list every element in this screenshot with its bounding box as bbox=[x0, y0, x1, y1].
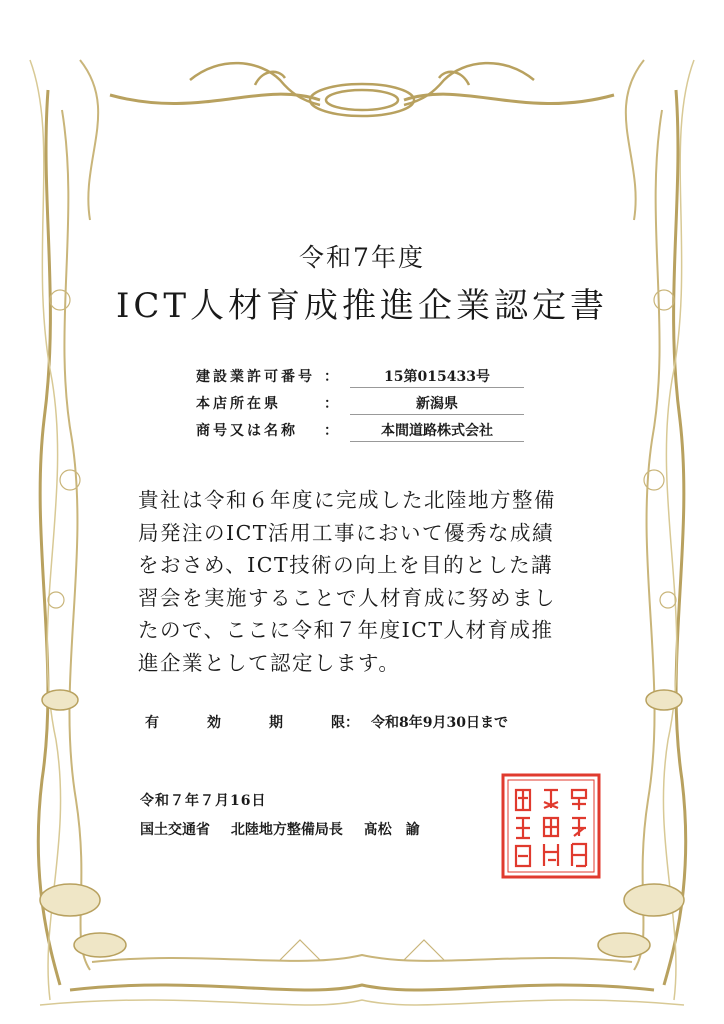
issuer bbox=[140, 819, 436, 839]
info-row-license bbox=[196, 362, 526, 388]
official-seal bbox=[500, 772, 602, 880]
validity-label-char: 効 bbox=[207, 715, 221, 731]
issuer-office: 北陸地方整備局長 bbox=[230, 822, 343, 838]
info-row-company bbox=[196, 416, 526, 442]
info-colon: ： bbox=[324, 369, 338, 385]
underline bbox=[350, 387, 524, 388]
validity-label-char: 有 bbox=[145, 715, 159, 731]
license-number-value: 15第015433号 bbox=[384, 369, 490, 385]
validity-label bbox=[145, 712, 345, 732]
info-colon: ： bbox=[324, 423, 338, 439]
body-line: 局発注のICT活用工事において優秀な成績 bbox=[138, 520, 554, 545]
info-colon: ： bbox=[324, 396, 338, 412]
issuer-name: 髙松 諭 bbox=[363, 822, 420, 838]
body-line: 進企業として認定します。 bbox=[138, 650, 401, 675]
certificate-title: ICT人材育成推進企業認定書 bbox=[115, 286, 609, 326]
body-line: 習会を実施することで人材育成に努めまし bbox=[138, 585, 556, 610]
info-row-prefecture bbox=[196, 389, 526, 415]
validity-colon: ： bbox=[345, 715, 359, 731]
issuer-ministry: 国土交通省 bbox=[140, 822, 210, 838]
underline bbox=[350, 441, 524, 442]
issue-date: 令和７年７月16日 bbox=[140, 793, 267, 809]
company-name-value: 本間道路株式会社 bbox=[381, 423, 493, 439]
body-line: をおさめ、ICT技術の向上を目的とした講 bbox=[138, 553, 554, 577]
company-name-label: 商号又は名称 bbox=[196, 423, 298, 439]
underline bbox=[350, 414, 524, 415]
license-number-label: 建設業許可番号 bbox=[196, 369, 315, 385]
validity-label-char: 限 bbox=[331, 715, 345, 731]
body-line: 貴社は令和６年度に完成した北陸地方整備 bbox=[138, 488, 556, 512]
body-line: たので、ここに令和７年度ICT人材育成推 bbox=[138, 618, 554, 642]
validity-value: 令和8年9月30日まで bbox=[371, 715, 508, 731]
head-office-prefecture-value: 新潟県 bbox=[416, 396, 458, 412]
certificate-body-text bbox=[138, 484, 590, 679]
certificate-year-title: 令和7年度 bbox=[299, 243, 425, 272]
head-office-prefecture-label: 本店所在県 bbox=[196, 396, 281, 412]
validity-label-char: 期 bbox=[269, 715, 283, 731]
